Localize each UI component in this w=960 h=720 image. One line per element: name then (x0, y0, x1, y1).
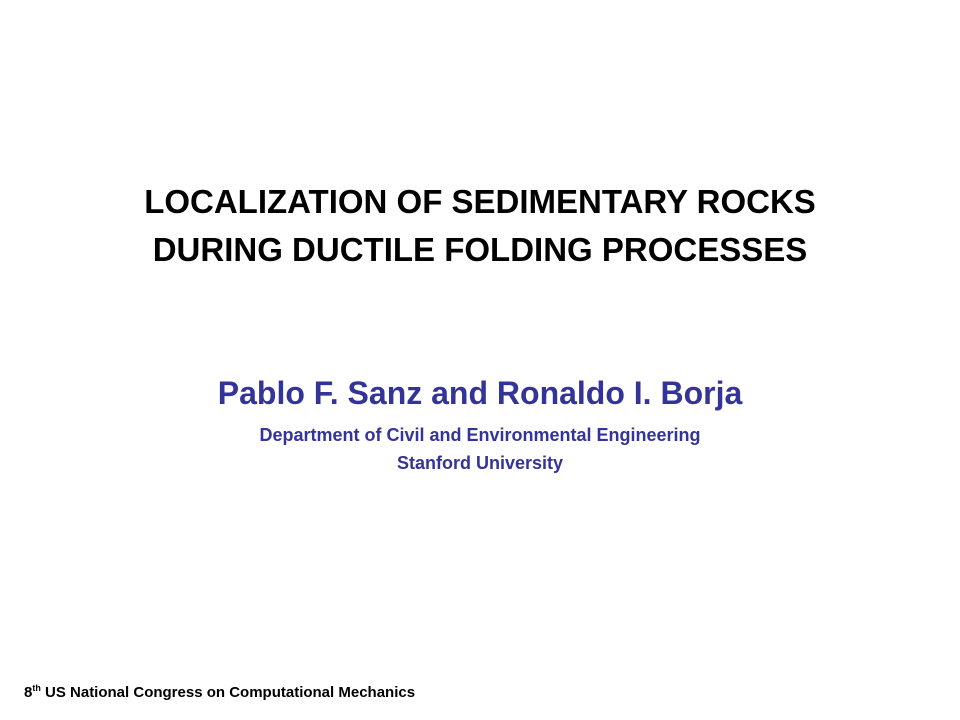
footer-conference-name: US National Congress on Computational Mechanics (40, 684, 416, 701)
footer-ordinal-suffix: th (32, 683, 41, 693)
department-name: Department of Civil and Environmental Engineering (259, 425, 701, 445)
conference-footer (24, 683, 415, 703)
title-line-1: LOCALIZATION OF SEDIMENTARY ROCKS (144, 183, 816, 220)
author-names: Pablo F. Sanz and Ronaldo I. Borja (217, 375, 743, 411)
slide-title (40, 178, 920, 274)
university-name: Stanford University (396, 453, 564, 473)
footer-ordinal-number: 8 (24, 684, 33, 701)
title-line-2: DURING DUCTILE FOLDING PROCESSES (152, 231, 808, 268)
